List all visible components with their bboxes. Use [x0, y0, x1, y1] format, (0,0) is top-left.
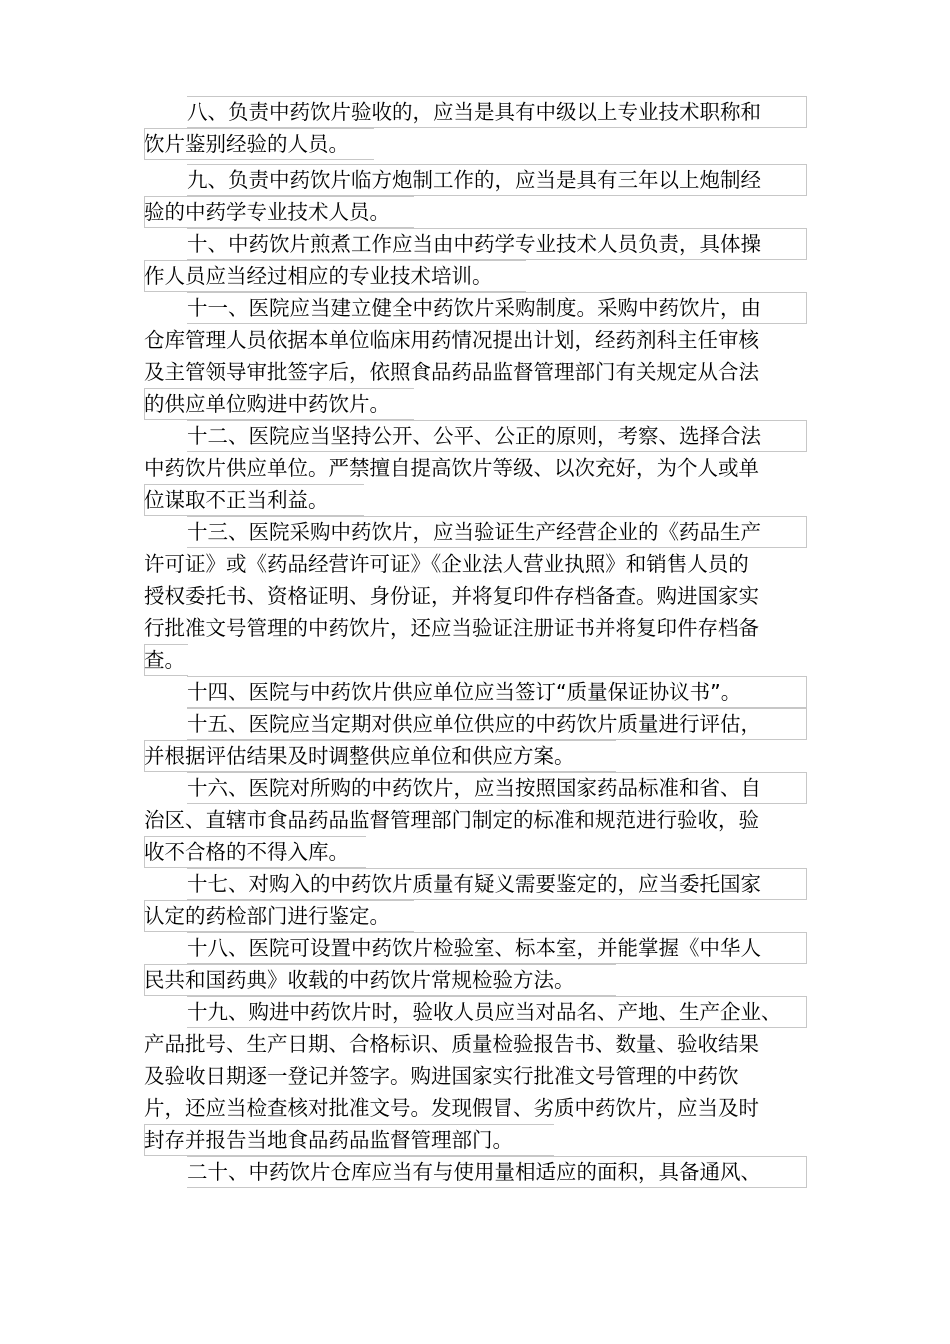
paragraph-13-line-1: 十三、医院采购中药饮片，应当验证生产经营企业的《药品生产: [187, 520, 761, 544]
paragraph-20-line-1: 二十、中药饮片仓库应当有与使用量相适应的面积，具备通风、: [187, 1160, 761, 1184]
paragraph-13-line-2: 许可证》或《药品经营许可证》《企业法人营业执照》和销售人员的: [144, 552, 749, 576]
paragraph-16-line-2: 治区、直辖市食品药品监督管理部门制定的标准和规范进行验收，验: [144, 808, 759, 832]
paragraph-13-line-3: 授权委托书、资格证明、身份证，并将复印件存档备查。购进国家实: [144, 584, 759, 608]
paragraph-11-line-3: 及主管领导审批签字后，依照食品药品监督管理部门有关规定从合法: [144, 360, 759, 384]
paragraph-16-line-3: 收不合格的不得入库。: [144, 840, 349, 864]
paragraph-12-line-1: 十二、医院应当坚持公开、公平、公正的原则，考察、选择合法: [187, 424, 761, 448]
paragraph-11-line-2: 仓库管理人员依据本单位临床用药情况提出计划，经药剂科主任审核: [144, 328, 759, 352]
paragraph-11-line-4: 的供应单位购进中药饮片。: [144, 392, 390, 416]
paragraph-12-line-3: 位谋取不正当利益。: [144, 488, 329, 512]
paragraph-12-line-2: 中药饮片供应单位。严禁擅自提高饮片等级、以次充好，为个人或单: [144, 456, 759, 480]
paragraph-19-line-4: 片，还应当检查核对批准文号。发现假冒、劣质中药饮片，应当及时: [144, 1096, 759, 1120]
paragraph-18-line-1: 十八、医院可设置中药饮片检验室、标本室，并能掌握《中华人: [187, 936, 761, 960]
paragraph-19-line-3: 及验收日期逐一登记并签字。购进国家实行批准文号管理的中药饮: [144, 1064, 739, 1088]
paragraph-9-line-2: 验的中药学专业技术人员。: [144, 200, 390, 224]
paragraph-10-line-1: 十、中药饮片煎煮工作应当由中药学专业技术人员负责，具体操: [187, 232, 761, 256]
paragraph-11-line-1: 十一、医院应当建立健全中药饮片采购制度。采购中药饮片，由: [187, 296, 761, 320]
paragraph-19-line-2: 产品批号、生产日期、合格标识、质量检验报告书、数量、验收结果: [144, 1032, 759, 1056]
paragraph-13-line-4: 行批准文号管理的中药饮片，还应当验证注册证书并将复印件存档备: [144, 616, 759, 640]
paragraph-8-line-2: 饮片鉴别经验的人员。: [144, 132, 349, 156]
paragraph-9-line-1: 九、负责中药饮片临方炮制工作的，应当是具有三年以上炮制经: [187, 168, 761, 192]
paragraph-14-line-1: 十四、医院与中药饮片供应单位应当签订“质量保证协议书”。: [187, 680, 742, 704]
paragraph-10-line-2: 作人员应当经过相应的专业技术培训。: [144, 264, 493, 288]
paragraph-19-line-5: 封存并报告当地食品药品监督管理部门。: [144, 1128, 513, 1152]
paragraph-18-line-2: 民共和国药典》收载的中药饮片常规检验方法。: [144, 968, 575, 992]
paragraph-15-line-1: 十五、医院应当定期对供应单位供应的中药饮片质量进行评估，: [187, 712, 761, 736]
paragraph-19-line-1: 十九、购进中药饮片时，验收人员应当对品名、产地、生产企业、: [187, 1000, 782, 1024]
paragraph-13-line-5: 查。: [144, 648, 185, 672]
paragraph-16-line-1: 十六、医院对所购的中药饮片，应当按照国家药品标准和省、自: [187, 776, 761, 800]
paragraph-15-line-2: 并根据评估结果及时调整供应单位和供应方案。: [144, 744, 575, 768]
paragraph-8-line-1: 八、负责中药饮片验收的，应当是具有中级以上专业技术职称和: [187, 100, 761, 124]
paragraph-17-line-2: 认定的药检部门进行鉴定。: [144, 904, 390, 928]
paragraph-17-line-1: 十七、对购入的中药饮片质量有疑义需要鉴定的，应当委托国家: [187, 872, 761, 896]
